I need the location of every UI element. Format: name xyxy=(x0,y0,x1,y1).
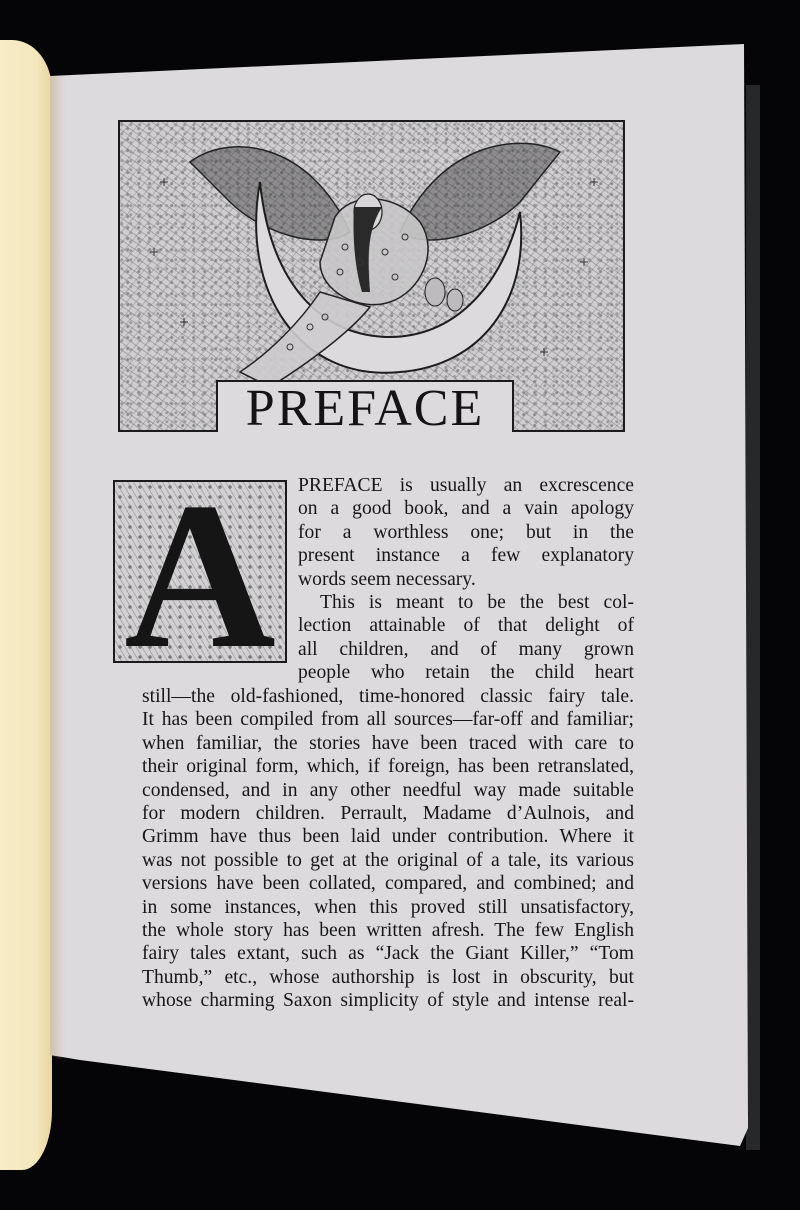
page-gutter-shadow xyxy=(50,0,64,1210)
title-plate xyxy=(216,380,514,437)
text-line: words seem necessary. xyxy=(298,568,476,590)
text-line: condensed, and in any other needful way made suitable xyxy=(142,779,634,801)
text-line: whose charming Saxon simplicity of style and intense real- xyxy=(142,990,634,1012)
text-line: present instance a few explanatory xyxy=(298,545,634,567)
text-line: Grimm have thus been laid under contribution. Where it xyxy=(142,826,634,848)
text-line: PREFACE is usually an excrescence xyxy=(298,475,634,496)
text-line: versions have been collated, compared, and combined; and xyxy=(142,873,634,895)
left-page-edge xyxy=(0,40,52,1170)
text-line: was not possible to get at the original of a tale, its various xyxy=(142,849,634,871)
text-line: for modern children. Perrault, Madame d’Aulnois, and xyxy=(142,803,634,825)
text-line: people who retain the child heart xyxy=(298,662,634,684)
text-line: still—the old-fashioned, time-honored classic fairy tale. xyxy=(142,686,634,707)
text-line: in some instances, when this proved still unsatisfactory, xyxy=(142,896,634,918)
intro-paragraph xyxy=(298,474,634,685)
book-cover-edge xyxy=(746,85,760,1150)
text-line: lection attainable of that delight of xyxy=(298,615,634,637)
text-line: all children, and of many grown xyxy=(298,638,634,660)
text-line: This is meant to be the best col- xyxy=(320,592,634,614)
text-line: on a good book, and a vain apology xyxy=(298,498,634,520)
decorated-initial xyxy=(113,480,287,663)
text-line: for a worthless one; but in the xyxy=(298,521,634,543)
text-line: when familiar, the stories have been traced with care to xyxy=(142,732,634,754)
text-line: Thumb,” etc., whose authorship is lost in obscurity, but xyxy=(142,966,634,988)
page-title: PREFACE xyxy=(245,380,485,437)
dropcap-letter: A xyxy=(124,480,276,663)
text-line: the whole story has been written afresh. The few English xyxy=(142,920,634,942)
text-line: their original form, which, if foreign, has been retranslated, xyxy=(142,756,634,778)
body-paragraph xyxy=(142,685,634,1013)
text-line: It has been compiled from all sources—far-off and familiar; xyxy=(142,709,634,731)
text-line: fairy tales extant, such as “Jack the Giant Killer,” “Tom xyxy=(142,943,634,965)
